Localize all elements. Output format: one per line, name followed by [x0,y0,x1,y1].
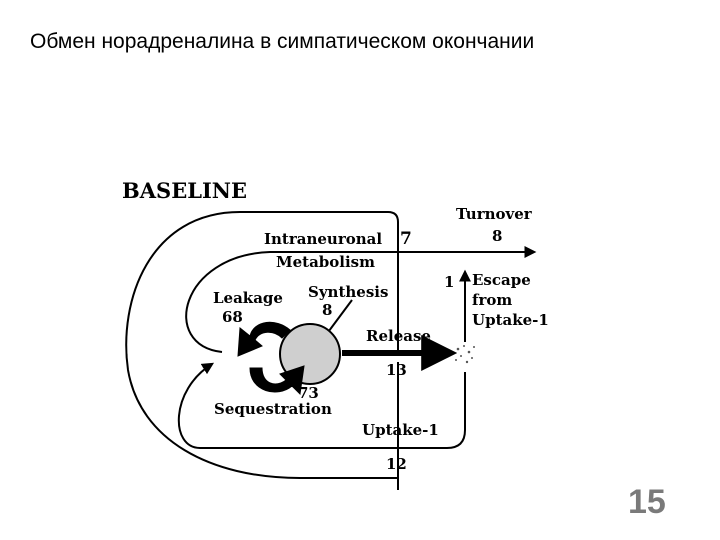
uptake-value: 12 [386,455,407,473]
slide-title: Обмен норадреналина в симпатическом окончании [30,30,535,53]
diagram-heading: BASELINE [122,178,248,203]
intraneuronal-label: Intraneuronal [264,230,383,248]
leakage-value: 68 [222,308,243,326]
turnover-label: Turnover [456,205,532,223]
release-label: Release [366,327,431,345]
sequestration-arrow [250,366,304,394]
leakage-label: Leakage [213,289,283,307]
sequestration-label: Sequestration [214,400,332,418]
synaptic-cleft-speckles [455,345,475,363]
sequestration-value: 73 [298,384,319,402]
escape-value: 1 [444,273,455,291]
uptake-label: Uptake-1 [362,421,439,439]
metabolism-value: 7 [400,229,412,249]
page-number: 15 [628,483,666,521]
synthesis-label: Synthesis [308,283,389,301]
synthesis-value: 8 [322,301,333,319]
escape-label-line3: Uptake-1 [472,311,549,329]
escape-label-line1: Escape [472,271,531,289]
turnover-value: 8 [492,227,503,245]
metabolism-label: Metabolism [276,253,376,271]
escape-label-line2: from [472,291,513,309]
release-value: 13 [386,361,407,379]
